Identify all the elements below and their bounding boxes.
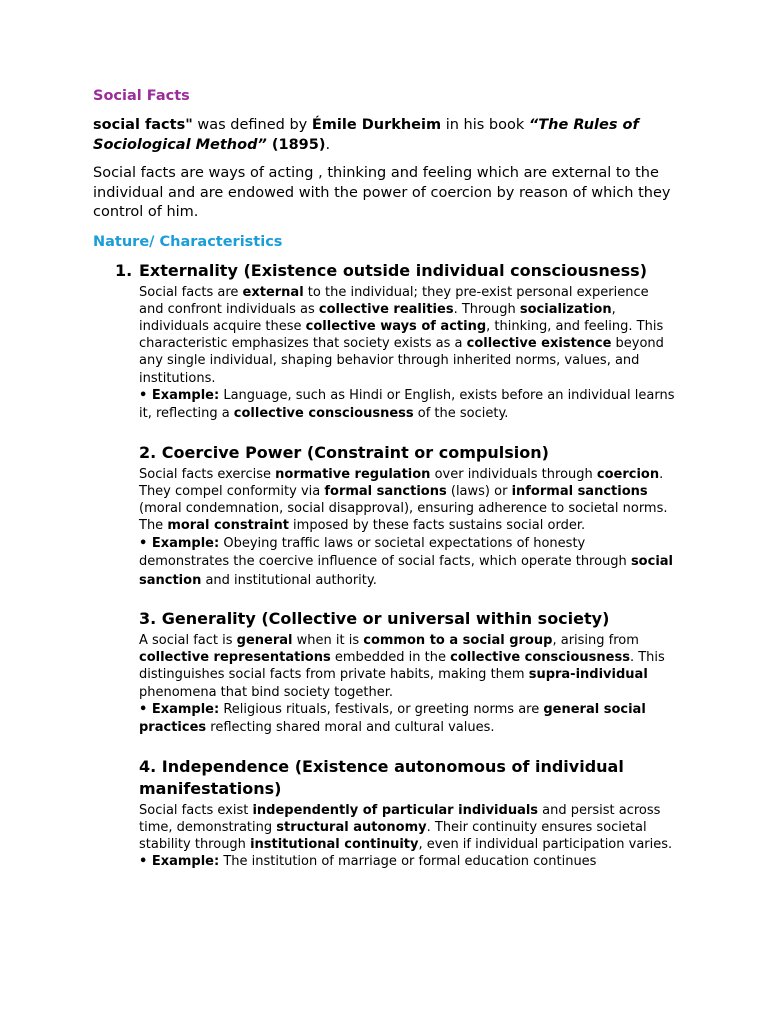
book-title: “The Rules of Sociological Method” [93, 117, 639, 153]
section-body: Social facts are external to the individual; they pre-exist personal experience and confront individuals as collective realities. Through socialization, individuals acquire these collective ways of acting, thinking, and feeling. This characteristic emphasizes that society exists as a collective existence beyond any single individual, shaping behavior through inherited norms, values, and institutions. [139, 284, 664, 386]
section-independence [139, 756, 683, 872]
section-coercive-power [139, 442, 683, 590]
book-year: (1895) [266, 136, 326, 153]
section-example: • Example: Obeying traffic laws or societal expectations of honesty demonstrates the coercive influence of social facts, which operate through social sanction and institutional authority. [139, 535, 673, 588]
heading-social-facts: Social Facts [93, 88, 190, 104]
intro-definition: social facts" was defined by Émile Durkheim in his book “The Rules of Sociological Method” (1895). [93, 117, 639, 153]
term-social-facts: social facts" [93, 117, 193, 133]
intro-description: Social facts are ways of acting , thinking and feeling which are external to the individual and are endowed with the power of coercion by reason of which they control of him. [93, 165, 671, 220]
section-body: A social fact is general when it is common to a social group, arising from collective representations embedded in the collective consciousness. This distinguishes social facts from private habits, making them supra-individual phenomena that bind society together. [139, 633, 665, 700]
section-title: 4. Independence (Existence autonomous of individual manifestations) [139, 756, 624, 798]
section-body: Social facts exist independently of particular individuals and persist across time, demonstrating structural autonomy. Their continuity ensures societal stability through institutional continuity, even if individual participation varies. [139, 802, 673, 853]
section-title: 2. Coercive Power (Constraint or compulsion) [139, 442, 549, 462]
section-body: Social facts exercise normative regulation over individuals through coercion. They compel conformity via formal sanctions (laws) or informal sanctions (moral condemnation, social disapproval), ensuring adherence to societal norms. The moral constraint imposed by these facts sustains social order. [139, 466, 668, 534]
section-title: 1. Externality (Existence outside individual consciousness) [115, 260, 648, 280]
section-title: 3. Generality (Collective or universal within society) [139, 609, 610, 629]
heading-nature-characteristics: Nature/ Characteristics [93, 233, 283, 250]
list-number: 1. [115, 260, 133, 280]
document-page [93, 86, 683, 872]
section-example: • Example: Language, such as Hindi or English, exists before an individual learns it, reflecting a collective consciousness of the society. [139, 387, 675, 422]
author-name: Émile Durkheim [311, 117, 442, 133]
section-generality [139, 608, 683, 738]
section-example: • Example: Religious rituals, festivals, or greeting norms are general social practices reflecting shared moral and cultural values. [139, 701, 646, 736]
section-externality [115, 260, 683, 424]
section-example: • Example: The institution of marriage or formal education continues [139, 854, 597, 870]
